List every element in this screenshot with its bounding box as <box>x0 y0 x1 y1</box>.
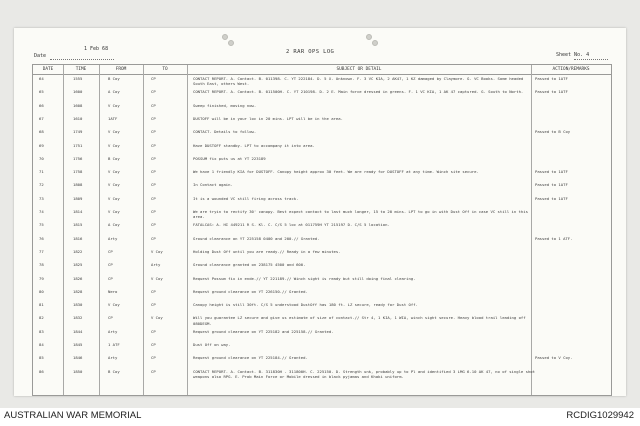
entry-time: 1830 <box>73 302 83 308</box>
entry-from: A Coy <box>108 89 120 95</box>
entry-subject: Request ground clearance on YT 225182 and 225158.// Granted. <box>193 328 334 334</box>
log-sheet <box>14 28 626 396</box>
entry-subject: We have 1 friendly KIA for DUSTOFF. Canopy height approx 30 feet. We are ready for DUSTOFF at any time. Winch site secure. <box>193 169 479 175</box>
entry-serial: 86 <box>39 368 44 374</box>
entry-from: V Coy <box>108 302 120 308</box>
column-header-to: TO <box>143 65 187 75</box>
entry-to: V Coy <box>151 248 163 254</box>
entry-time: 1555 <box>73 76 83 81</box>
entry-from: V Coy <box>108 102 120 108</box>
entry-to: CP <box>151 142 156 148</box>
entry-time: 1822 <box>73 248 83 254</box>
entry-action: Passed to B Coy <box>535 129 571 135</box>
column-header-time: TIME <box>63 65 99 75</box>
log-entry-row <box>33 329 611 343</box>
entry-from: B Coy <box>108 76 120 81</box>
entry-subject: POSSUM fix puts us at YT 223189 <box>193 155 266 161</box>
entry-to: V Coy <box>151 315 163 321</box>
entry-to: CP <box>151 368 156 374</box>
entry-action: Passed to 1ATF <box>535 182 568 188</box>
log-entry-row <box>33 289 611 303</box>
entry-to: CP <box>151 76 156 81</box>
entry-subject: FATALCAS: A. HI 449211 R S. Kl. C. C/S 5 loc at 011759H YT 215197 D. C/S 5 location. <box>193 222 390 228</box>
entry-subject: CONTACT REPORT. A. Contact. B. 011500H. C. YT 210198. D. 2 E. Main force dressed in greens. F. 1 VC KIA, 1 AK 47 captured. G. South to North. <box>193 89 524 95</box>
log-entry-row <box>33 262 611 276</box>
entry-time: 1809 <box>73 195 83 201</box>
entry-serial: 67 <box>39 115 44 121</box>
entry-time: 1610 <box>73 115 83 121</box>
entry-time: 1815 <box>73 222 83 228</box>
document-title: 2 RAR OPS LOG <box>286 49 335 55</box>
entry-to: CP <box>151 328 156 334</box>
sheet-underline <box>574 59 608 60</box>
entry-to: CP <box>151 89 156 95</box>
entry-from: A Coy <box>108 222 120 228</box>
entry-to: CP <box>151 209 156 214</box>
punch-hole <box>228 40 234 46</box>
entry-time: 1832 <box>73 315 83 321</box>
log-entry-row <box>33 355 611 369</box>
entry-from: Arty <box>108 235 118 241</box>
log-entry-row <box>33 222 611 236</box>
punch-hole <box>372 40 378 46</box>
log-entry-row <box>33 315 611 329</box>
entry-serial: 64 <box>39 76 44 81</box>
entry-to: CP <box>151 288 156 294</box>
entry-action: Passed to 1ATF <box>535 169 568 175</box>
log-entry-row <box>33 89 611 103</box>
entry-serial: 80 <box>39 288 44 294</box>
entry-subject: Will you guarantee LZ secure and give us estimate of size of contact.// Str 4, 1 KIA, 1 WIA, winch sight secure. Heavy blood trail leading off 080DEGM. <box>193 315 526 326</box>
log-entry-row <box>33 236 611 250</box>
entry-subject: Request ground clearance on YT 226150.// Granted. <box>193 288 308 294</box>
log-entry-row <box>33 342 611 356</box>
date-value: 1 Feb 68 <box>84 46 109 52</box>
entry-to: CP <box>151 169 156 175</box>
entry-from: Arty <box>108 328 118 334</box>
entry-serial: 76 <box>39 235 44 241</box>
entry-to: V Coy <box>151 275 163 281</box>
entry-subject: CONTACT REPORT. A. Contact. B. 311830H - 311800H. C. 225150. D. Strength unk, probably up to Pl and identified 3 LMG 6.10 AK 47, no of single shot weapons also RPG. E. Prob Main Force or Mobile dressed in black pyjamas and Khaki uniform. <box>193 368 535 379</box>
log-entry-row <box>33 103 611 117</box>
entry-time: 1850 <box>73 368 83 374</box>
date-label: Date <box>34 53 47 59</box>
entry-time: 1826 <box>73 275 83 281</box>
punch-hole <box>366 34 372 40</box>
entry-to: CP <box>151 222 156 228</box>
entry-to: CP <box>151 195 156 201</box>
entry-time: 1845 <box>73 342 83 347</box>
entry-action: Passed to V Coy. <box>535 355 573 361</box>
entry-to: CP <box>151 302 156 308</box>
entry-subject: Canopy height is still 30ft. C/S 5 understood DustOff has 180 ft. LZ secure, ready for Dust Off. <box>193 302 418 308</box>
log-entry-row <box>33 209 611 223</box>
column-header-date: DATE <box>33 65 63 75</box>
entry-time: 1828 <box>73 288 83 294</box>
entry-from: CP <box>108 275 113 281</box>
entry-to: Arty <box>151 262 161 268</box>
entry-action: Passed to 1ATF <box>535 195 568 201</box>
entry-from: 1 ATF <box>108 342 120 347</box>
sheet-value: 4 <box>586 52 590 58</box>
entry-subject: CONTACT REPORT. A. Contact. B. 011398. C. YT 222184. D. 5 X. Unknown. F. 3 VC KIA, 2 AK47, 1 KZ damaged by Claymore. G. VC Books. Some headed South East, others West. <box>193 76 524 87</box>
entry-serial: 71 <box>39 169 44 175</box>
entry-from: V Coy <box>108 182 120 188</box>
entry-subject: Ground clearance on YT 225158 0400 and 200.// Granted. <box>193 235 320 241</box>
log-entry-row <box>33 369 611 383</box>
entry-serial: 77 <box>39 248 44 254</box>
column-header-from: FROM <box>99 65 143 75</box>
log-entry-row <box>33 302 611 316</box>
log-entry-row <box>33 169 611 183</box>
entry-serial: 65 <box>39 89 44 95</box>
entry-from: B Coy <box>108 368 120 374</box>
log-entry-row <box>33 196 611 210</box>
sheet-number <box>556 52 589 58</box>
entry-subject: We are tryin to rectify 30' canopy. Best expect contact to last much longer, 15 to 20 mins. LPT to go in with Dust Off in case VC still in this area. <box>193 209 528 220</box>
entry-from: V Coy <box>108 195 120 201</box>
entry-from: CP <box>108 248 113 254</box>
entry-to: CP <box>151 129 156 135</box>
entry-serial: 82 <box>39 315 44 321</box>
entry-subject: Request ground clearance on YT 225184.// Granted. <box>193 355 308 361</box>
date-underline <box>50 59 114 60</box>
entry-serial: 83 <box>39 328 44 334</box>
entry-time: 1814 <box>73 209 83 214</box>
entry-to: CP <box>151 235 156 241</box>
entry-serial: 74 <box>39 209 44 214</box>
entry-time: 1608 <box>73 102 83 108</box>
entry-subject: In Contact again. <box>193 182 233 188</box>
entry-serial: 68 <box>39 129 44 135</box>
entry-from: V Coy <box>108 142 120 148</box>
entry-serial: 79 <box>39 275 44 281</box>
entry-from: V Coy <box>108 209 120 214</box>
entry-time: 1846 <box>73 355 83 361</box>
entry-subject: Have DUSTOFF standby. LPT to accompany it into area. <box>193 142 315 148</box>
entry-subject: It is a wounded VC still firing across track. <box>193 195 299 201</box>
entry-time: 1825 <box>73 262 83 268</box>
entry-to: CP <box>151 182 156 188</box>
entry-serial: 78 <box>39 262 44 268</box>
entry-subject: Dust Off on way. <box>193 342 231 347</box>
entry-action: Passed to 1ATF <box>535 76 568 81</box>
log-entry-row <box>33 143 611 157</box>
entry-action: Passed to 1 ATF. <box>535 235 573 241</box>
entry-to: CP <box>151 102 156 108</box>
entry-time: 1844 <box>73 328 83 334</box>
entry-serial: 85 <box>39 355 44 361</box>
entry-subject: Request Possum fix in ende.// YT 221189.// Winch sight is ready but still doing final clearing. <box>193 275 416 281</box>
entry-subject: Ground clearance granted on 238175 4500 and 600. <box>193 262 306 268</box>
entry-to: CP <box>151 355 156 361</box>
column-header-action: ACTION/REMARKS <box>531 65 611 75</box>
entry-serial: 84 <box>39 342 44 347</box>
entry-from: V Coy <box>108 169 120 175</box>
log-entry-row <box>33 76 611 90</box>
entry-subject: Holding Dust Off until you are ready.// Ready in a few minutes. <box>193 248 341 254</box>
log-entry-row <box>33 129 611 143</box>
entry-time: 1751 <box>73 142 83 148</box>
entry-time: 1758 <box>73 169 83 175</box>
entry-serial: 69 <box>39 142 44 148</box>
entry-from: Arty <box>108 355 118 361</box>
entry-time: 1808 <box>73 182 83 188</box>
entry-from: CP <box>108 315 113 321</box>
punch-hole <box>222 34 228 40</box>
institution-credit: AUSTRALIAN WAR MEMORIAL <box>4 410 142 421</box>
entry-action: Passed to 1ATF <box>535 89 568 95</box>
log-entry-row <box>33 182 611 196</box>
entry-subject: DUSTOFF will be in your loc in 20 mins. LPT will be in the area. <box>193 115 343 121</box>
entry-to: CP <box>151 115 156 121</box>
entry-to: CP <box>151 342 156 347</box>
log-entry-row <box>33 116 611 130</box>
archive-reference: RCDIG1029942 <box>566 410 634 421</box>
entry-time: 1749 <box>73 129 83 135</box>
entry-time: 1816 <box>73 235 83 241</box>
entry-from: Nero <box>108 288 118 294</box>
entry-from: 1ATF <box>108 115 118 121</box>
entry-time: 1756 <box>73 155 83 161</box>
entry-from: CP <box>108 262 113 268</box>
sheet-label: Sheet No. <box>556 52 584 58</box>
entry-from: V Coy <box>108 129 120 135</box>
entry-serial: 66 <box>39 102 44 108</box>
entry-serial: 75 <box>39 222 44 228</box>
entry-subject: CONTACT. Details to follow. <box>193 129 257 135</box>
log-entry-row <box>33 156 611 170</box>
entry-to: CP <box>151 155 156 161</box>
entry-serial: 73 <box>39 195 44 201</box>
entry-from: B Coy <box>108 155 120 161</box>
entry-serial: 81 <box>39 302 44 308</box>
entry-subject: Sweep finished, moving now. <box>193 102 257 108</box>
entry-serial: 72 <box>39 182 44 188</box>
entry-serial: 70 <box>39 155 44 161</box>
log-entry-row <box>33 276 611 290</box>
log-table <box>32 64 612 396</box>
column-header-subject: SUBJECT OR DETAIL <box>187 65 531 75</box>
entry-time: 1600 <box>73 89 83 95</box>
log-entry-row <box>33 249 611 263</box>
